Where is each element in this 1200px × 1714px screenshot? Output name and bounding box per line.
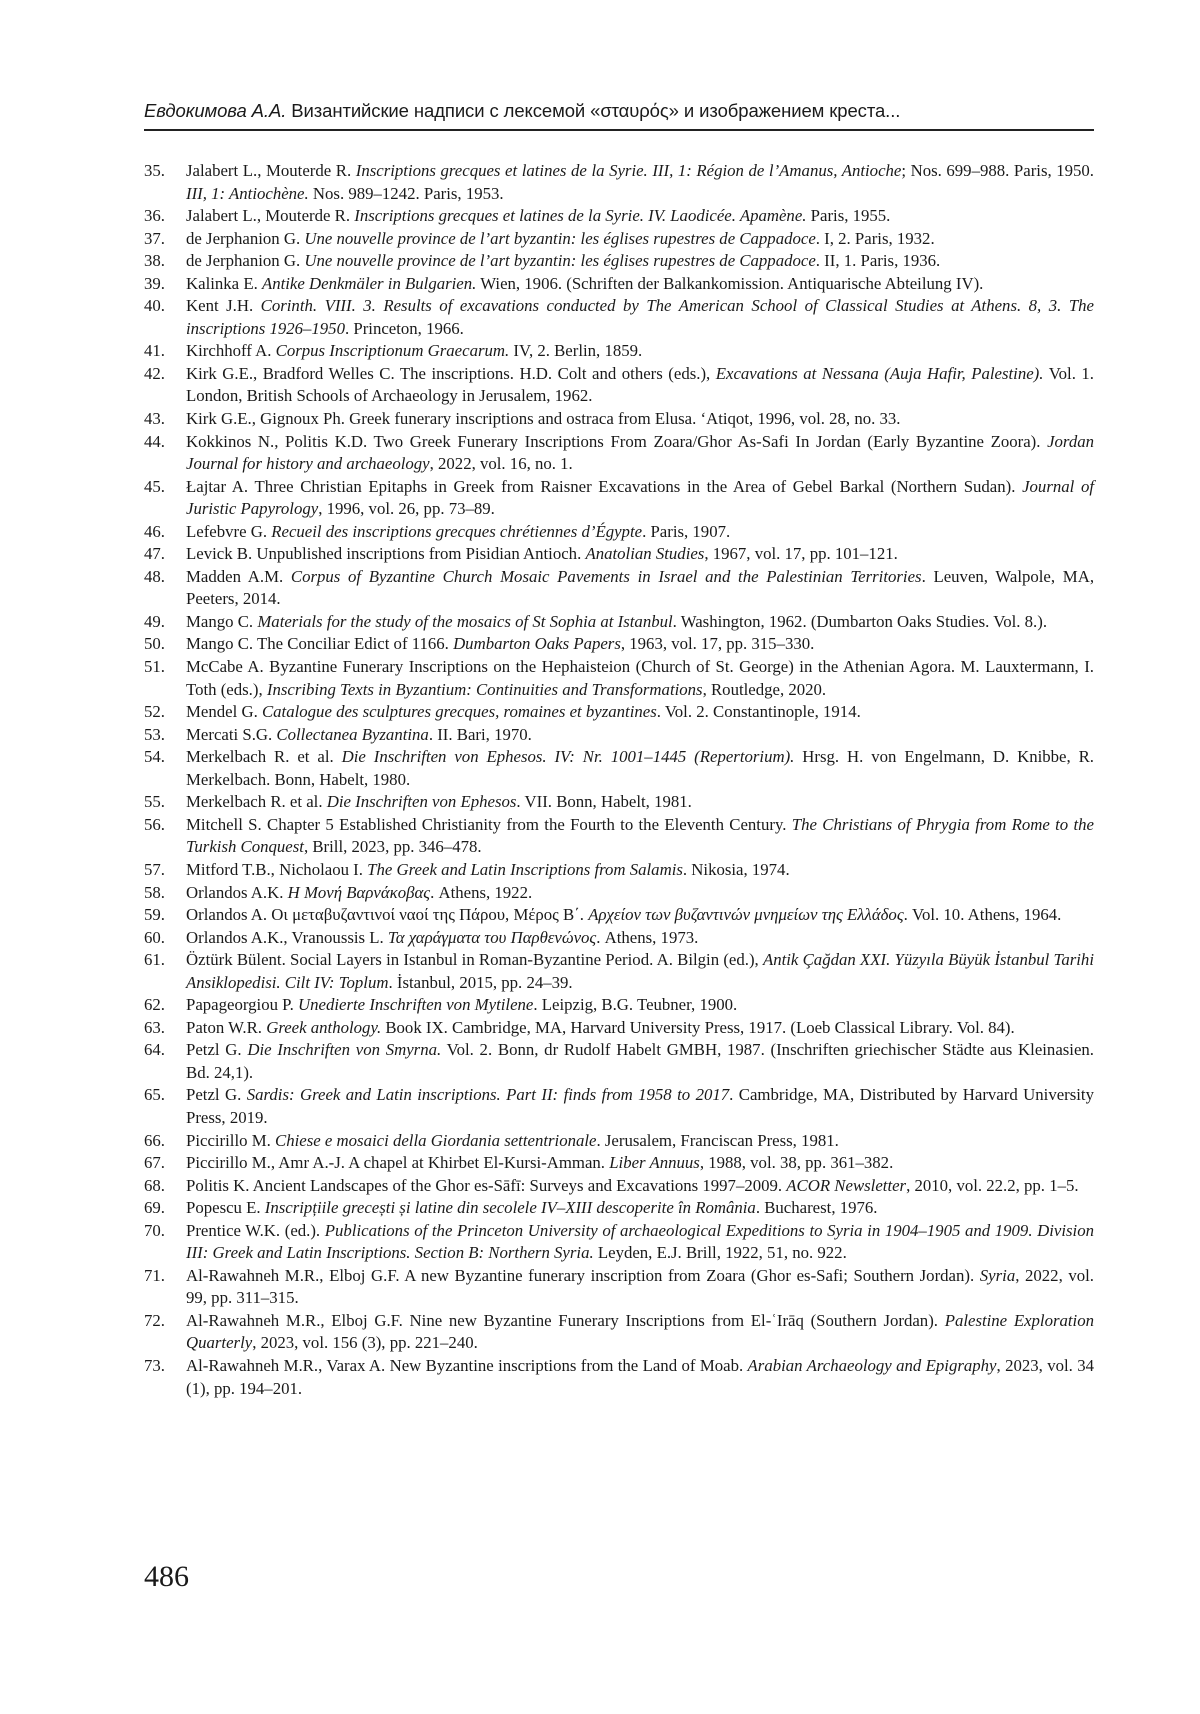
reference-segment: Hrsg. H. von Engelmann, D. Knibbe, R. Merkelbach. Bonn, Habelt, 1980. (186, 747, 1094, 789)
reference-segment: Paton W.R. (186, 1017, 267, 1037)
reference-item (144, 1152, 1094, 1175)
reference-segment: Piccirillo M., Amr A.-J. A chapel at Khirbet El-Kursi-Amman. (186, 1153, 610, 1173)
reference-number: 71. (144, 1265, 165, 1285)
reference-number: 68. (144, 1175, 165, 1195)
reference-segment: Kalinka E. (186, 273, 262, 293)
reference-segment: , 2023, vol. 156 (3), pp. 221–240. (252, 1333, 478, 1353)
reference-segment: . II, 1. Paris, 1936. (815, 251, 941, 271)
reference-italic-title: Excavations at Nessana (Auja Hafir, Palestine). (715, 363, 1044, 383)
reference-text (186, 1220, 1094, 1265)
reference-italic-title: Corpus Inscriptionum Graecarum. (275, 341, 510, 361)
reference-text (186, 1084, 1094, 1129)
reference-segment: Papageorgiou P. (186, 995, 299, 1015)
reference-italic-title: Τα χαράγματα του Παρθενώνος (387, 927, 597, 947)
reference-text (186, 476, 1094, 521)
reference-italic-title: Die Inschriften von Ephesos (326, 792, 517, 812)
reference-segment: . Vol. 2. Constantinople, 1914. (656, 702, 861, 722)
reference-text (186, 1265, 1094, 1310)
reference-segment: Öztürk Bülent. Social Layers in Istanbul in Roman-Byzantine Period. A. Bilgin (ed.), (186, 950, 763, 970)
reference-number: 51. (144, 657, 165, 677)
reference-number: 50. (144, 634, 165, 654)
reference-segment: Mendel G. (186, 702, 262, 722)
reference-text (186, 904, 1094, 927)
reference-item (144, 814, 1094, 859)
reference-number: 67. (144, 1153, 165, 1173)
reference-segment: Kirchhoff A. (186, 341, 276, 361)
reference-number: 40. (144, 296, 165, 316)
reference-item (144, 1175, 1094, 1198)
reference-number: 60. (144, 927, 165, 947)
reference-number: 38. (144, 251, 165, 271)
reference-italic-title: Inscripțiile grecești și latine din secolele IV–XIII descoperite în România (264, 1198, 756, 1218)
reference-item (144, 543, 1094, 566)
reference-number: 37. (144, 228, 165, 248)
reference-italic-title: Inscribing Texts in Byzantium: Continuities and Transformations (266, 679, 703, 699)
reference-text (186, 724, 1094, 747)
reference-segment: , 2022, vol. 16, no. 1. (429, 454, 573, 474)
reference-number: 35. (144, 161, 165, 180)
reference-number: 65. (144, 1085, 165, 1105)
reference-text (186, 791, 1094, 814)
reference-text (186, 1152, 1094, 1175)
reference-text (186, 521, 1094, 544)
reference-item (144, 1355, 1094, 1400)
reference-segment: Łajtar A. Three Christian Epitaphs in Greek from Raisner Excavations in the Area of Gebel Barkal (Northern Sudan). (186, 476, 1023, 496)
reference-segment: Vol. 1. London, British Schools of Archaeology in Jerusalem, 1962. (186, 363, 1094, 406)
reference-italic-title: Antik Çağdan XXI. Yüzyıla Büyük İstanbul Tarihi Ansiklopedisi. Cilt IV: Toplum (186, 950, 1094, 992)
reference-item (144, 476, 1094, 521)
reference-text (186, 927, 1094, 950)
reference-text (186, 408, 1094, 431)
reference-italic-title: Chiese e mosaici della Giordania settentrionale (275, 1130, 597, 1150)
reference-italic-title: Αρχείον των βυζαντινών μνημείων της Ελλάδος (588, 905, 904, 925)
reference-item (144, 859, 1094, 882)
reference-segment: . Athens, 1922. (430, 882, 533, 902)
reference-segment: Mango C. (186, 611, 258, 631)
reference-segment: . Athens, 1973. (596, 927, 699, 947)
reference-italic-title: The Christians of Phrygia from Rome to the Turkish Conquest (186, 814, 1094, 857)
reference-italic-title: The Greek and Latin Inscriptions from Salamis (367, 859, 683, 879)
reference-item (144, 882, 1094, 905)
page-number: 486 (144, 1560, 189, 1593)
reference-number: 72. (144, 1310, 165, 1330)
reference-item (144, 1220, 1094, 1265)
reference-item (144, 566, 1094, 611)
reference-item (144, 656, 1094, 701)
reference-number: 46. (144, 521, 165, 541)
reference-item (144, 160, 1094, 205)
reference-segment: , 1963, vol. 17, pp. 315–330. (620, 634, 815, 654)
reference-text (186, 1197, 1094, 1220)
reference-item (144, 273, 1094, 296)
reference-segment: , 1967, vol. 17, pp. 101–121. (704, 544, 898, 564)
reference-segment: Orlandos A.K. (186, 882, 288, 902)
reference-text (186, 543, 1094, 566)
reference-item (144, 633, 1094, 656)
reference-segment: Book IX. Cambridge, MA, Harvard University Press, 1917. (Loeb Classical Library. Vol. 84). (381, 1017, 1015, 1037)
reference-text (186, 633, 1094, 656)
reference-number: 57. (144, 859, 165, 879)
reference-text (186, 250, 1094, 273)
reference-text (186, 273, 1094, 296)
reference-number: 54. (144, 747, 165, 767)
reference-italic-title: Inscriptions grecques et latines de la Syrie. IV. Laodicée. Apamène. (354, 206, 807, 226)
reference-segment: , 1996, vol. 26, pp. 73–89. (318, 499, 495, 519)
reference-text (186, 228, 1094, 251)
reference-segment: , 2023, vol. 34 (1), pp. 194–201. (186, 1355, 1094, 1398)
reference-segment: . I, 2. Paris, 1932. (815, 228, 935, 248)
reference-item (144, 949, 1094, 994)
reference-italic-title: Syria (979, 1265, 1016, 1285)
reference-item (144, 1017, 1094, 1040)
reference-italic-title: III, 1: Antiochène. (186, 183, 309, 203)
reference-number: 42. (144, 363, 165, 383)
reference-segment: McCabe A. Byzantine Funerary Inscriptions on the Hephaisteion (Church of St. George) in the Athenian Agora. M. Lauxtermann, I. Toth (eds.), (186, 657, 1094, 699)
reference-italic-title: Liber Annuus (609, 1153, 700, 1173)
reference-number: 64. (144, 1040, 165, 1060)
reference-item (144, 1084, 1094, 1129)
reference-segment: Wien, 1906. (Schriften der Balkankomission. Antiquarische Abteilung IV). (476, 273, 984, 293)
reference-segment: Mitchell S. Chapter 5 Established Christianity from the Fourth to the Eleventh Century. (186, 814, 792, 834)
reference-segment: . Nikosia, 1974. (682, 859, 790, 879)
reference-number: 62. (144, 995, 165, 1015)
reference-item (144, 611, 1094, 634)
reference-item (144, 701, 1094, 724)
reference-segment: Vol. 2. Bonn, dr Rudolf Habelt GMBH, 1987. (Inschriften griechischer Städte aus Kleinasien. Bd. 24,1). (186, 1040, 1094, 1082)
reference-italic-title: Η Μονή Βαρνάκοβας (287, 882, 431, 902)
reference-segment: , 1988, vol. 38, pp. 361–382. (699, 1153, 894, 1173)
running-header (144, 100, 1092, 122)
reference-segment: Jalabert L., Mouterde R. (186, 161, 356, 180)
reference-segment: Orlandos A. Οι μεταβυζαντινοί ναοί της Πάρου, Μέρος Β΄. (186, 905, 589, 925)
reference-item (144, 1197, 1094, 1220)
reference-text (186, 431, 1094, 476)
header-divider (144, 129, 1094, 131)
reference-italic-title: Jordan Journal for history and archaeology (186, 431, 1094, 474)
reference-text (186, 994, 1094, 1017)
reference-italic-title: Catalogue des sculptures grecques, romaines et byzantines (261, 702, 657, 722)
reference-segment: Mercati S.G. (186, 724, 277, 744)
reference-segment: . II. Bari, 1970. (428, 724, 532, 744)
reference-segment: Al-Rawahneh M.R., Elboj G.F. A new Byzantine funerary inscription from Zoara (Ghor es-Safi; Southern Jordan). (186, 1265, 980, 1285)
reference-number: 41. (144, 341, 165, 361)
reference-segment: Kirk G.E., Bradford Welles C. The inscriptions. H.D. Colt and others (eds.), (186, 363, 716, 383)
reference-segment: Prentice W.K. (ed.). (186, 1220, 325, 1240)
reference-item (144, 1130, 1094, 1153)
header-title: Византийские надписи с лексемой «σταυρός» и изображением креста... (286, 100, 901, 121)
reference-number: 61. (144, 950, 165, 970)
reference-segment: Kokkinos N., Politis K.D. Two Greek Funerary Inscriptions From Zoara/Ghor As-Safi In Jordan (Early Byzantine Zoora). (186, 431, 1048, 451)
reference-segment: Petzl G. (186, 1085, 247, 1105)
reference-item (144, 205, 1094, 228)
reference-text (186, 814, 1094, 859)
reference-number: 53. (144, 724, 165, 744)
reference-item (144, 1310, 1094, 1355)
reference-segment: Kirk G.E., Gignoux Ph. Greek funerary inscriptions and ostraca from Elusa. ‘Atiqot, 1996, vol. 28, no. 33. (186, 409, 901, 429)
reference-item (144, 994, 1094, 1017)
reference-segment: . Leuven, Walpole, MA, Peeters, 2014. (186, 566, 1095, 609)
reference-item (144, 746, 1094, 791)
reference-text (186, 205, 1094, 228)
reference-italic-title: Corpus of Byzantine Church Mosaic Pavements in Israel and the Palestinian Territories (290, 566, 922, 586)
reference-text (186, 1310, 1094, 1355)
reference-segment: de Jerphanion G. (186, 251, 305, 271)
reference-item (144, 904, 1094, 927)
reference-segment: Kent J.H. (186, 296, 261, 316)
reference-number: 63. (144, 1017, 165, 1037)
reference-segment: Orlandos A.K., Vranoussis L. (186, 927, 388, 947)
reference-number: 47. (144, 544, 165, 564)
reference-text (186, 1355, 1094, 1400)
reference-italic-title: Die Inschriften von Ephesos. IV: Nr. 1001–1445 (Repertorium). (341, 747, 795, 767)
reference-number: 43. (144, 409, 165, 429)
reference-text (186, 1130, 1094, 1153)
reference-number: 44. (144, 431, 165, 451)
reference-text (186, 566, 1094, 611)
reference-italic-title: Recueil des inscriptions grecques chrétiennes d’Égypte (271, 521, 643, 541)
reference-number: 59. (144, 905, 165, 925)
reference-list (144, 160, 1094, 1400)
reference-segment: Nos. 989–1242. Paris, 1953. (308, 183, 504, 203)
reference-number: 58. (144, 882, 165, 902)
reference-item (144, 521, 1094, 544)
reference-item (144, 431, 1094, 476)
reference-segment: . Washington, 1962. (Dumbarton Oaks Studies. Vol. 8.). (672, 611, 1048, 631)
reference-segment: . Cambridge, MA, Distributed by Harvard University Press, 2019. (186, 1085, 1094, 1127)
reference-item (144, 1265, 1094, 1310)
reference-italic-title: Une nouvelle province de l’art byzantin: les églises rupestres de Cappadoce (304, 228, 816, 248)
reference-number: 39. (144, 273, 165, 293)
reference-segment: Leyden, E.J. Brill, 1922, 51, no. 922. (593, 1243, 847, 1263)
reference-item (144, 1039, 1094, 1084)
reference-segment: Lefebvre G. (186, 521, 272, 541)
reference-item (144, 250, 1094, 273)
reference-segment: Petzl G. (186, 1040, 248, 1060)
reference-segment: . İstanbul, 2015, pp. 24–39. (388, 972, 573, 992)
reference-text (186, 611, 1094, 634)
reference-number: 49. (144, 611, 165, 631)
reference-italic-title: Antike Denkmäler in Bulgarien. (261, 273, 477, 293)
reference-text (186, 295, 1094, 340)
reference-text (186, 746, 1094, 791)
reference-text (186, 1039, 1094, 1084)
reference-segment: . Paris, 1907. (642, 521, 731, 541)
reference-italic-title: Palestine Exploration Quarterly (186, 1310, 1095, 1353)
reference-segment: . Bucharest, 1976. (755, 1198, 878, 1218)
reference-item (144, 340, 1094, 363)
header-author: Евдокимова А.А. (144, 100, 287, 121)
reference-text (186, 949, 1094, 994)
reference-text (186, 1175, 1094, 1198)
reference-segment: Mitford T.B., Nicholaou I. (186, 859, 368, 879)
reference-text (186, 363, 1094, 408)
reference-segment: Al-Rawahneh M.R., Varax A. New Byzantine inscriptions from the Land of Moab. (186, 1355, 748, 1375)
reference-italic-title: Die Inschriften von Smyrna. (247, 1040, 442, 1060)
reference-item (144, 363, 1094, 408)
reference-segment: Madden A.M. (186, 566, 291, 586)
reference-italic-title: Collectanea Byzantina (276, 724, 429, 744)
reference-segment: IV, 2. Berlin, 1859. (509, 341, 643, 361)
reference-item (144, 228, 1094, 251)
reference-segment: Jalabert L., Mouterde R. (186, 206, 355, 226)
reference-number: 69. (144, 1198, 165, 1218)
reference-segment: Al-Rawahneh M.R., Elboj G.F. Nine new Byzantine Funerary Inscriptions from El-ʿIrāq (Southern Jordan). (186, 1310, 945, 1330)
reference-segment: Merkelbach R. et al. (186, 792, 327, 812)
reference-number: 48. (144, 566, 165, 586)
reference-italic-title: Sardis: Greek and Latin inscriptions. Part II: finds from 1958 to 2017 (246, 1085, 730, 1105)
reference-number: 45. (144, 476, 165, 496)
reference-italic-title: Arabian Archaeology and Epigraphy (747, 1355, 997, 1375)
reference-segment: . Jerusalem, Franciscan Press, 1981. (596, 1130, 839, 1150)
reference-number: 52. (144, 702, 165, 722)
reference-text (186, 859, 1094, 882)
reference-text (186, 340, 1094, 363)
reference-text (186, 656, 1094, 701)
reference-segment: . VII. Bonn, Habelt, 1981. (516, 792, 692, 812)
reference-text (186, 160, 1094, 205)
reference-segment: . Leipzig, B.G. Teubner, 1900. (533, 995, 738, 1015)
reference-item (144, 791, 1094, 814)
reference-italic-title: Unedierte Inschriften von Mytilene (298, 995, 534, 1015)
reference-number: 73. (144, 1355, 165, 1375)
reference-item (144, 408, 1094, 431)
reference-italic-title: Corinth. VIII. 3. Results of excavations conducted by The American School of Classical Studies at Athens. 8, 3. The inscriptions 1926–1950 (186, 296, 1094, 338)
reference-segment: Paris, 1955. (806, 206, 891, 226)
reference-italic-title: Une nouvelle province de l’art byzantin: les églises rupestres de Cappadoce (304, 251, 816, 271)
reference-segment: , Brill, 2023, pp. 346–478. (303, 837, 482, 857)
reference-number: 70. (144, 1220, 165, 1240)
reference-item (144, 927, 1094, 950)
reference-segment: Mango C. The Conciliar Edict of 1166. (186, 634, 454, 654)
reference-item (144, 295, 1094, 340)
reference-italic-title: Journal of Juristic Papyrology (186, 476, 1095, 519)
reference-italic-title: ACOR Newsletter (786, 1175, 907, 1195)
reference-number: 36. (144, 206, 165, 226)
reference-segment: . Vol. 10. Athens, 1964. (903, 905, 1062, 925)
reference-segment: Popescu E. (186, 1198, 265, 1218)
reference-segment: Levick B. Unpublished inscriptions from Pisidian Antioch. (186, 544, 586, 564)
reference-segment: , Routledge, 2020. (702, 679, 827, 699)
reference-segment: , 2022, vol. 99, pp. 311–315. (186, 1265, 1095, 1308)
reference-text (186, 882, 1094, 905)
reference-number: 56. (144, 814, 165, 834)
reference-segment: Merkelbach R. et al. (186, 747, 342, 767)
reference-segment: , 2010, vol. 22.2, pp. 1–5. (906, 1175, 1079, 1195)
reference-segment: de Jerphanion G. (186, 228, 305, 248)
reference-item (144, 724, 1094, 747)
reference-italic-title: Publications of the Princeton University of archaeological Expeditions to Syria in 1904–1905 and 1909. Division III: Greek and Latin Inscriptions. Section B: Northern Syria. (186, 1220, 1095, 1263)
reference-segment: Politis K. Ancient Landscapes of the Ghor es-Sāfī: Surveys and Excavations 1997–2009. (186, 1175, 787, 1195)
reference-number: 66. (144, 1130, 165, 1150)
reference-segment: . Princeton, 1966. (344, 318, 464, 338)
reference-italic-title: Materials for the study of the mosaics of St Sophia at Istanbul (257, 611, 673, 631)
reference-italic-title: Anatolian Studies (585, 544, 705, 564)
reference-italic-title: Dumbarton Oaks Papers (453, 634, 621, 654)
reference-number: 55. (144, 792, 165, 812)
reference-italic-title: Greek anthology. (266, 1017, 382, 1037)
reference-text (186, 1017, 1094, 1040)
reference-segment: Piccirillo M. (186, 1130, 276, 1150)
reference-italic-title: Inscriptions grecques et latines de la Syrie. III, 1: Région de l’Amanus, Antioche (355, 161, 902, 180)
reference-segment: ; Nos. 699–988. Paris, 1950. (901, 161, 1094, 180)
reference-text (186, 701, 1094, 724)
